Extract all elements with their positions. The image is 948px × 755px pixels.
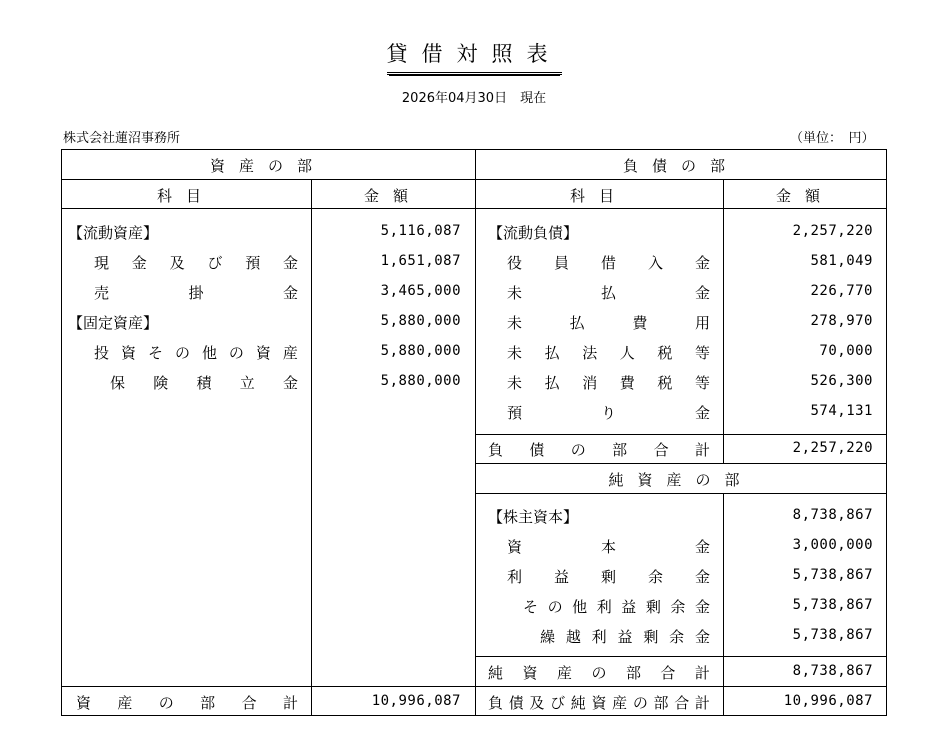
- consumption-tax-value: 526,300: [810, 373, 873, 389]
- cash-label: 現 金 及 び 預 金: [94, 254, 298, 272]
- asset-item-header: 科目: [156, 187, 215, 205]
- rule-net-header: [475, 493, 887, 494]
- deposits-value: 574,131: [810, 403, 873, 419]
- receivable-label: 売 掛 金: [94, 284, 298, 302]
- investments-label: 投 資 そ の 他 の 資 産: [94, 344, 298, 362]
- other-retained-label: そ の 他 利 益 剰 余 金: [523, 598, 710, 616]
- equity-value: 8,738,867: [792, 507, 873, 523]
- liab-amount-header: 金額: [775, 187, 834, 205]
- officer-loan-label: 役 員 借 入 金: [507, 254, 710, 272]
- carried-forward-value: 5,738,867: [792, 627, 873, 643]
- accrued-expenses-label: 未 払 費 用: [507, 314, 710, 332]
- current-liabilities-label: 【流動負債】: [488, 224, 579, 242]
- officer-loan-value: 581,049: [810, 253, 873, 269]
- rule-liab-total-bottom: [475, 463, 887, 464]
- retained-earnings-value: 5,738,867: [792, 567, 873, 583]
- net-assets-total-value: 8,738,867: [792, 663, 873, 679]
- carried-forward-label: 繰 越 利 益 剰 余 金: [540, 628, 710, 646]
- corporate-tax-label: 未 払 法 人 税 等: [507, 344, 710, 362]
- rule-header: [61, 179, 887, 180]
- insurance-value: 5,880,000: [380, 373, 461, 389]
- accrued-value: 226,770: [810, 283, 873, 299]
- fixed-assets-label: 【固定資産】: [68, 314, 159, 332]
- rule-liab-total-top: [475, 434, 887, 435]
- net-assets-total-label: 純 資 産 の 部 合 計: [488, 664, 710, 682]
- document-title: 貸借対照表: [0, 38, 948, 75]
- grand-total-label: 負 債 及 び 純 資 産 の 部 合 計: [488, 694, 710, 712]
- current-assets-value: 5,116,087: [380, 223, 461, 239]
- other-retained-value: 5,738,867: [792, 597, 873, 613]
- rule-liab-amount: [723, 179, 724, 434]
- consumption-tax-label: 未 払 消 費 税 等: [507, 374, 710, 392]
- current-liabilities-value: 2,257,220: [792, 223, 873, 239]
- rule-center: [475, 149, 476, 716]
- equity-label: 【株主資本】: [488, 508, 579, 526]
- company-name: 株式会社蓮沼事務所: [63, 131, 181, 146]
- grand-total-value: 10,996,087: [783, 693, 873, 709]
- liabilities-total-value: 2,257,220: [792, 440, 873, 456]
- capital-value: 3,000,000: [792, 537, 873, 553]
- insurance-label: 保 険 積 立 金: [110, 374, 298, 392]
- net-assets-section-header: 純資産の部: [608, 471, 754, 489]
- deposits-label: 預 り 金: [507, 404, 710, 422]
- liabilities-total-label: 負 債 の 部 合 計: [488, 441, 710, 459]
- cash-value: 1,651,087: [380, 253, 461, 269]
- assets-total-value: 10,996,087: [371, 693, 461, 709]
- liabilities-section-header: 負債の部: [622, 157, 739, 175]
- accrued-label: 未 払 金: [507, 284, 710, 302]
- investments-value: 5,880,000: [380, 343, 461, 359]
- asset-amount-header: 金額: [363, 187, 422, 205]
- report-date: 2026年04月30日 現在: [401, 91, 547, 106]
- current-assets-label: 【流動資産】: [68, 224, 159, 242]
- capital-label: 資 本 金: [507, 538, 710, 556]
- assets-section-header: 資産の部: [209, 157, 326, 175]
- rule-grand-total: [61, 686, 887, 687]
- assets-total-label: 資 産 の 部 合 計: [76, 694, 298, 712]
- rule-net-total-top: [475, 656, 887, 657]
- receivable-value: 3,465,000: [380, 283, 461, 299]
- fixed-assets-value: 5,880,000: [380, 313, 461, 329]
- corporate-tax-value: 70,000: [819, 343, 873, 359]
- unit-label: （単位： 円）: [790, 131, 875, 146]
- rule-subheader: [61, 208, 887, 209]
- liab-item-header: 科目: [569, 187, 628, 205]
- accrued-expenses-value: 278,970: [810, 313, 873, 329]
- retained-earnings-label: 利 益 剰 余 金: [507, 568, 710, 586]
